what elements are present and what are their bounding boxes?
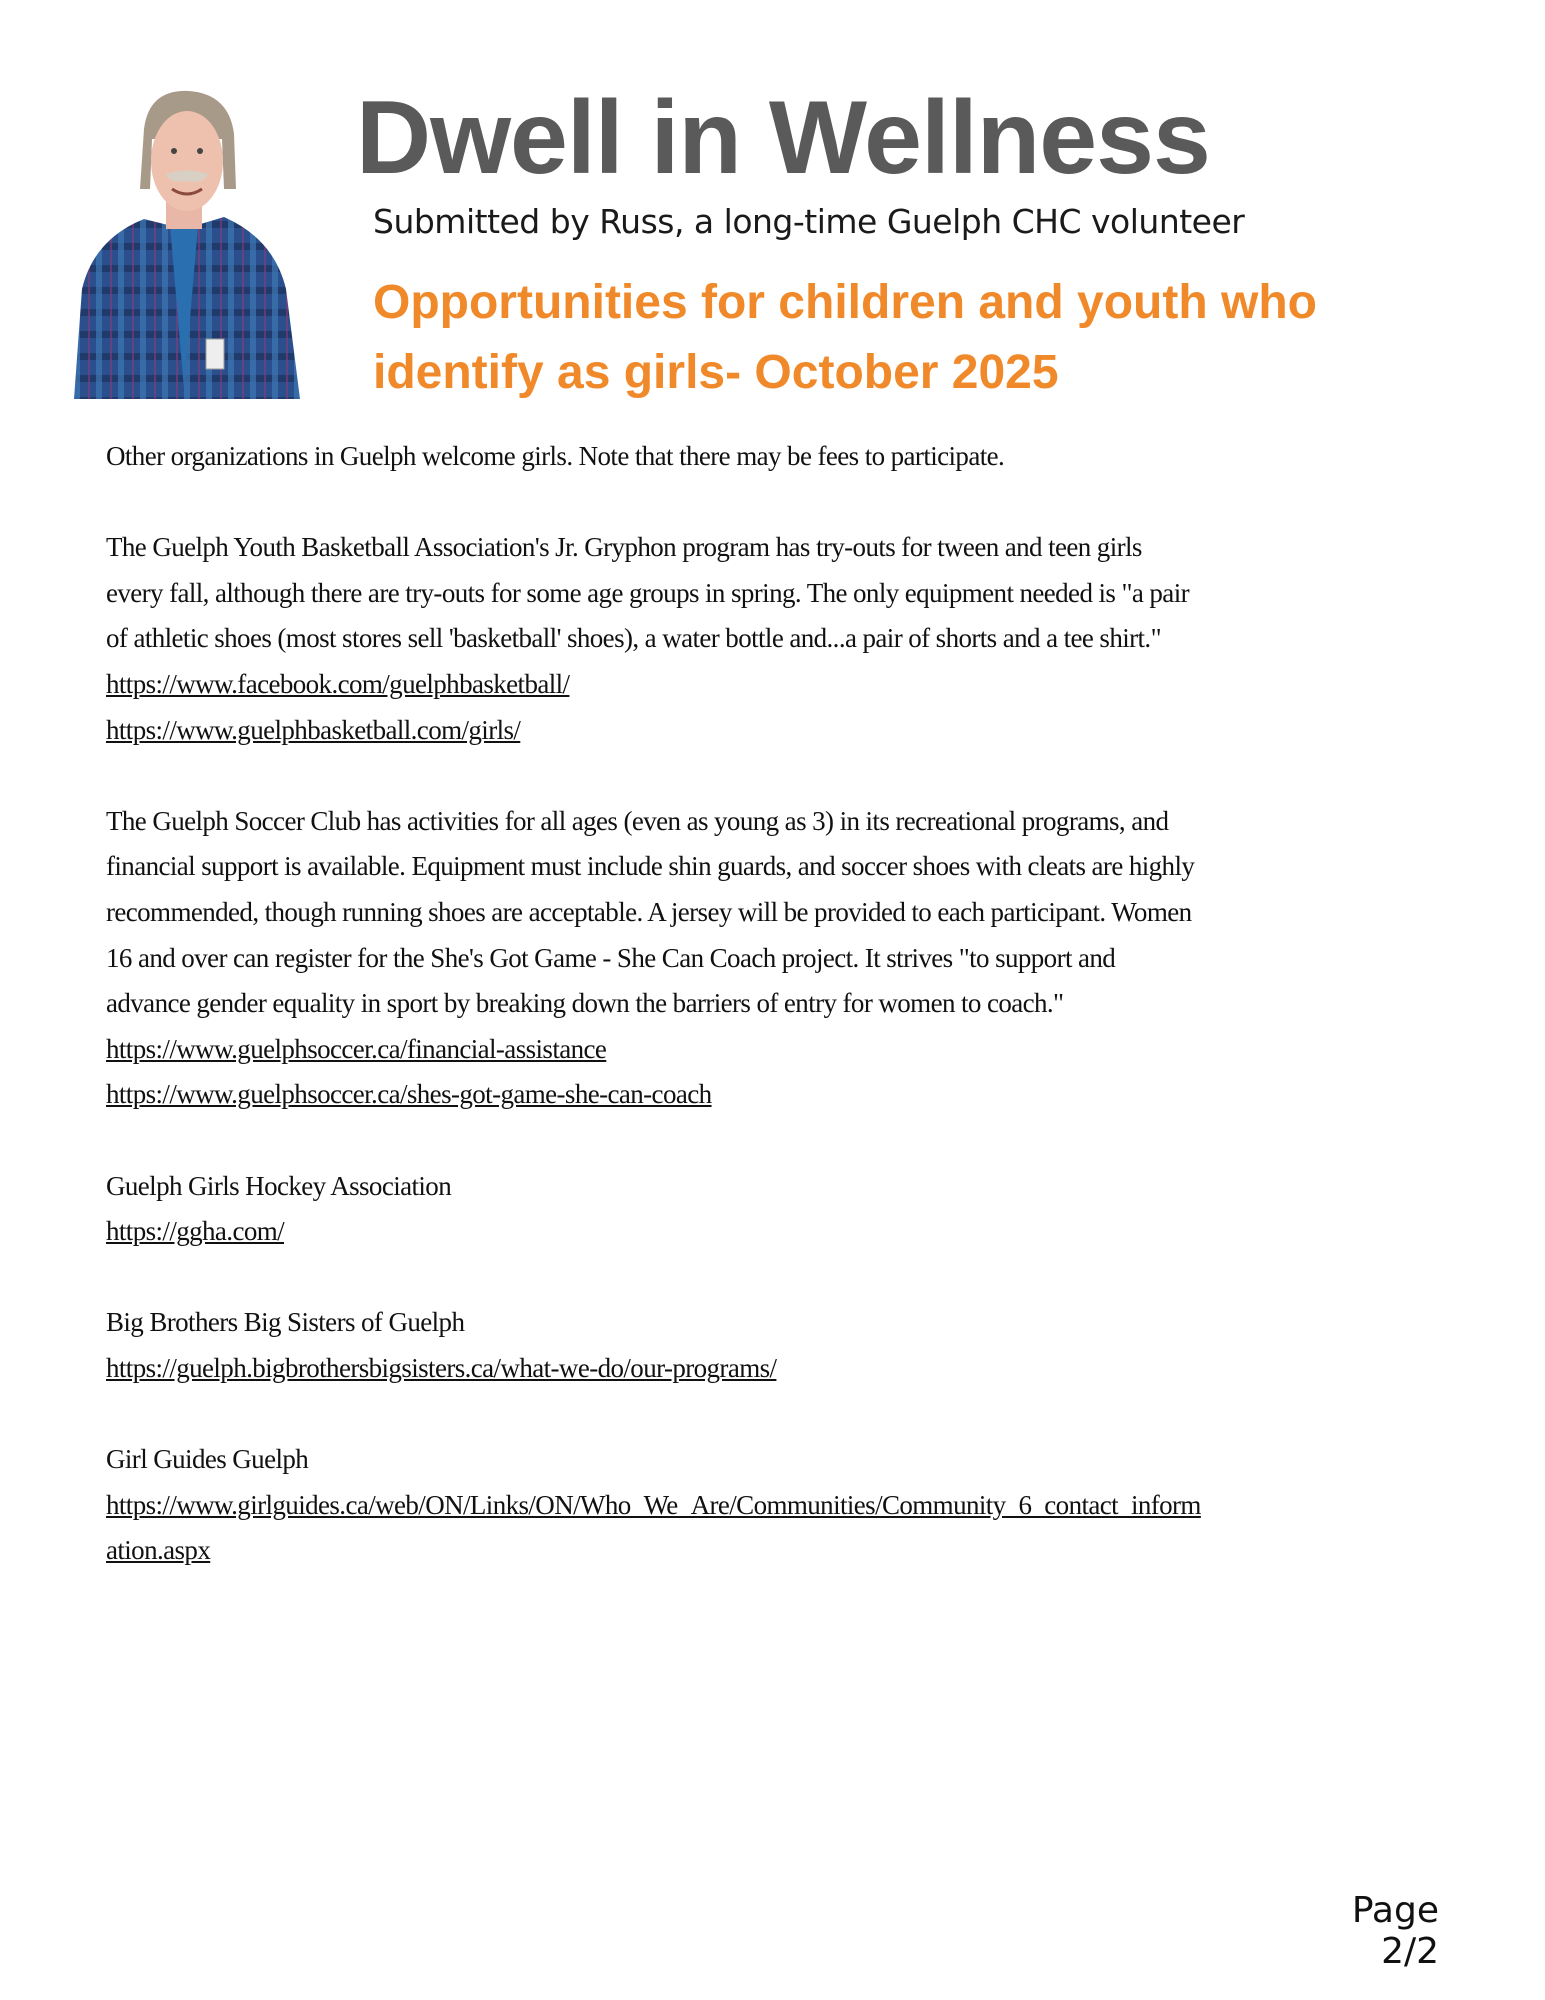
section-link[interactable]: https://ggha.com/ [106,1216,285,1247]
section-link[interactable]: https://www.guelphbasketball.com/girls/ [106,714,521,745]
section-hockey [106,1164,1406,1255]
byline: Submitted by Russ, a long-time Guelph CHC volunteer [373,202,1245,241]
section-text-line: The Guelph Soccer Club has activities for all ages (even as young as 3) in its recreational programs, and [106,805,1169,836]
section-text-line: 16 and over can register for the She's Got Game - She Can Coach project. It strives "to support and [106,942,1116,973]
article-subtitle [373,268,1317,408]
subtitle-line: Opportunities for children and youth who [373,276,1317,329]
page-number: Page 2/2 [1351,1890,1439,1972]
section-soccer [106,799,1406,1118]
section-link[interactable]: https://www.guelphsoccer.ca/financial-assistance [106,1033,607,1064]
section-text-line: Guelph Girls Hockey Association [106,1170,452,1201]
section-basketball [106,525,1406,753]
newsletter-title: Dwell in Wellness [356,80,1210,196]
section-link[interactable]: https://guelph.bigbrothersbigsisters.ca/what-we-do/our-programs/ [106,1352,777,1383]
section-text-line: advance gender equality in sport by breaking down the barriers of entry for women to coach." [106,988,1064,1019]
subtitle-line: identify as girls- October 2025 [373,346,1059,399]
section-girl-guides [106,1437,1406,1574]
section-link[interactable]: https://www.girlguides.ca/web/ON/Links/ON/Who_We_Are/Communities/Community_6_contact_inform [106,1489,1201,1520]
section-text-line: every fall, although there are try-outs for some age groups in spring. The only equipment needed is "a pair [106,577,1189,608]
section-text-line: of athletic shoes (most stores sell 'basketball' shoes), a water bottle and...a pair of shorts and a tee shirt." [106,623,1162,654]
section-link[interactable]: ation.aspx [106,1535,211,1566]
section-big-brothers-big-sisters [106,1300,1406,1391]
section-text-line: Girl Guides Guelph [106,1444,309,1475]
section-text-line: Big Brothers Big Sisters of Guelph [106,1307,465,1338]
section-link[interactable]: https://www.guelphsoccer.ca/shes-got-game-she-can-coach [106,1079,712,1110]
intro-paragraph [106,434,1406,480]
author-photo [74,89,300,399]
section-text-line: The Guelph Youth Basketball Association's Jr. Gryphon program has try-outs for tween and teen girls [106,532,1142,563]
section-link[interactable]: https://www.facebook.com/guelphbasketball/ [106,668,570,699]
intro-text: Other organizations in Guelph welcome girls. Note that there may be fees to participate. [106,441,1005,471]
section-text-line: financial support is available. Equipment must include shin guards, and soccer shoes with cleats are highly [106,851,1195,882]
article-body [106,434,1406,1619]
section-text-line: recommended, though running shoes are acceptable. A jersey will be provided to each participant. Women [106,896,1192,927]
